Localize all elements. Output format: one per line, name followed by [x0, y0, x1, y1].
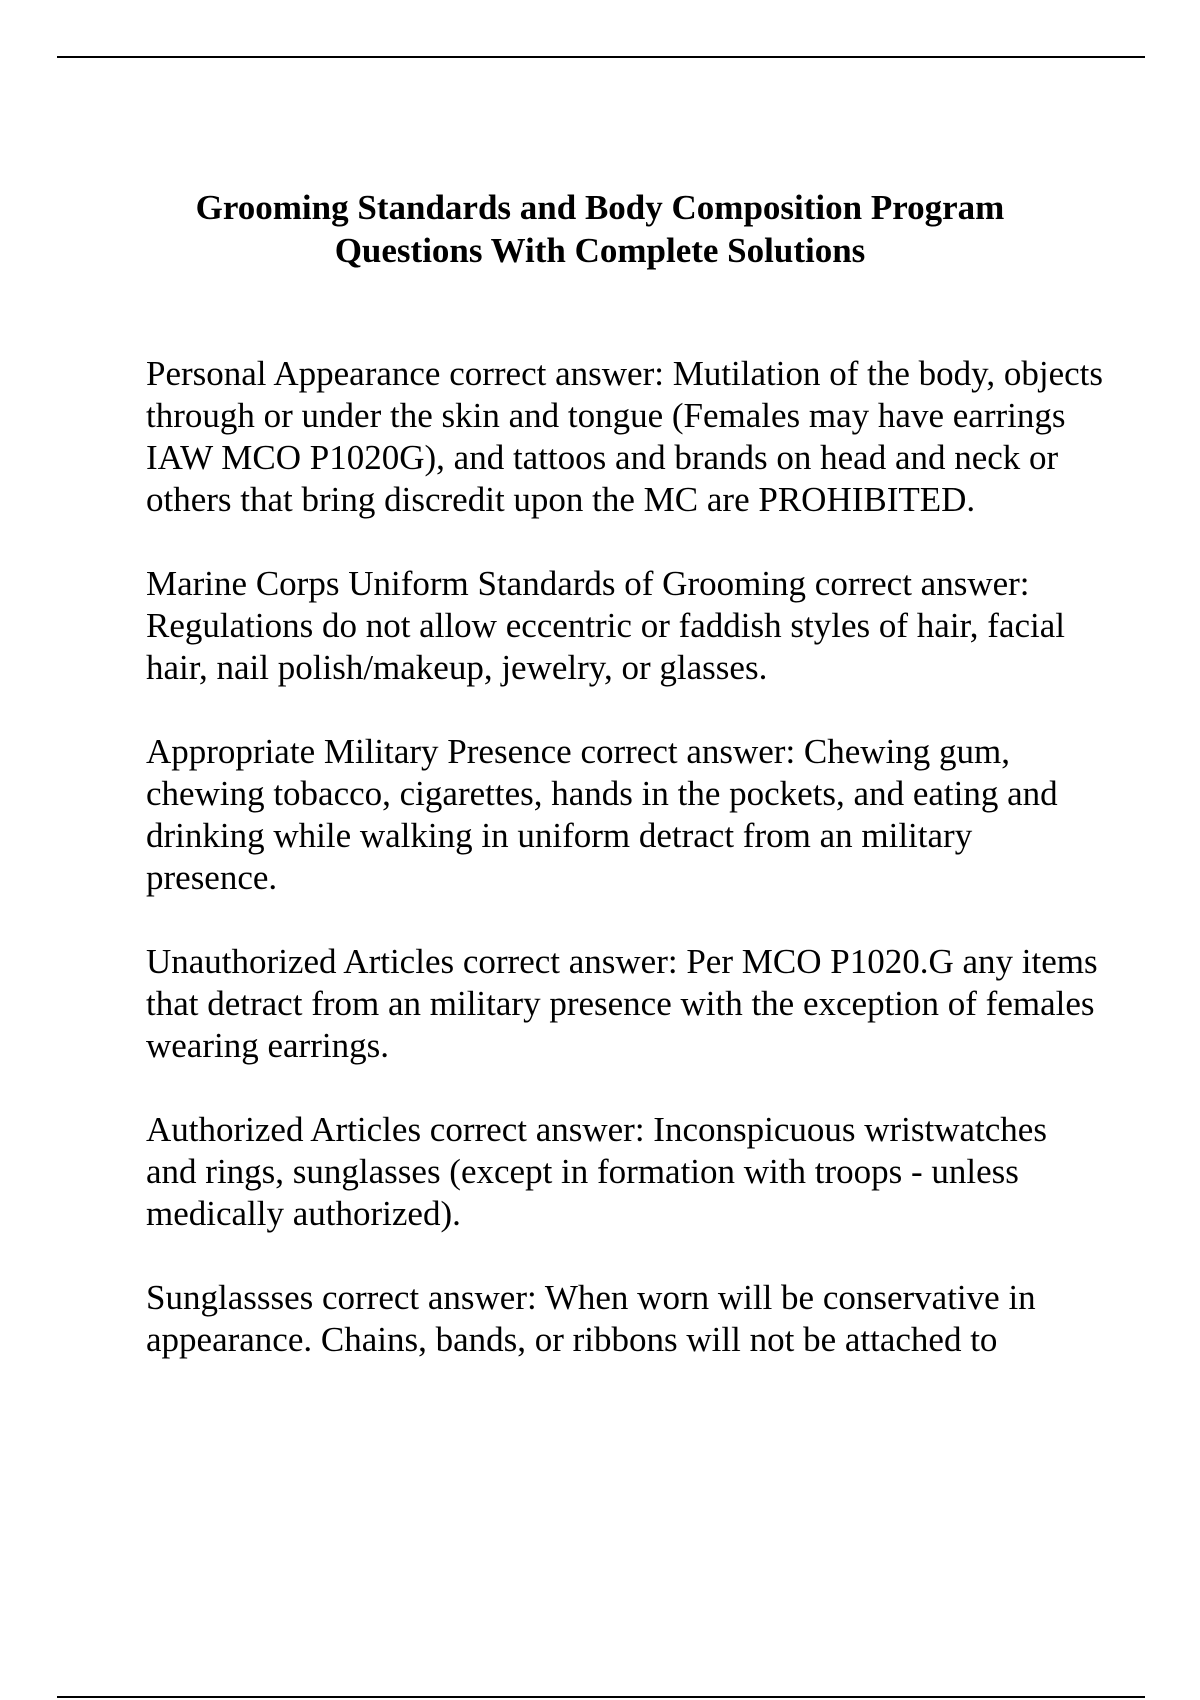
qa-entry-military-presence: Appropriate Military Presence correct answer: Chewing gum, chewing tobacco, cigarettes, hands in the pockets, and eating and drinking while walking in uniform detract from an military presence.: [146, 732, 1058, 897]
document-title: [100, 186, 1100, 272]
title-line-2: Questions With Complete Solutions: [334, 231, 866, 270]
title-line-1: Grooming Standards and Body Composition Program: [195, 188, 1005, 227]
qa-entry-unauthorized-articles: Unauthorized Articles correct answer: Per MCO P1020.G any items that detract from an military presence with the exception of females wearing earrings.: [146, 942, 1098, 1065]
top-rule: [57, 56, 1145, 58]
qa-entry-sunglasses: Sunglassses correct answer: When worn will be conservative in appearance. Chains, bands, or ribbons will not be attached to: [146, 1278, 1036, 1359]
bottom-rule: [57, 1696, 1145, 1698]
document-body: [146, 353, 1106, 1361]
qa-entry-personal-appearance: Personal Appearance correct answer: Mutilation of the body, objects through or under the skin and tongue (Females may have earrings IAW MCO P1020G), and tattoos and brands on head and neck or others that bring discredit upon the MC are PROHIBITED.: [146, 354, 1103, 519]
qa-entry-authorized-articles: Authorized Articles correct answer: Inconspicuous wristwatches and rings, sunglasses (except in formation with troops - unless medically authorized).: [146, 1110, 1047, 1233]
qa-entry-uniform-standards: Marine Corps Uniform Standards of Grooming correct answer: Regulations do not allow eccentric or faddish styles of hair, facial hair, nail polish/makeup, jewelry, or glasses.: [146, 564, 1066, 687]
